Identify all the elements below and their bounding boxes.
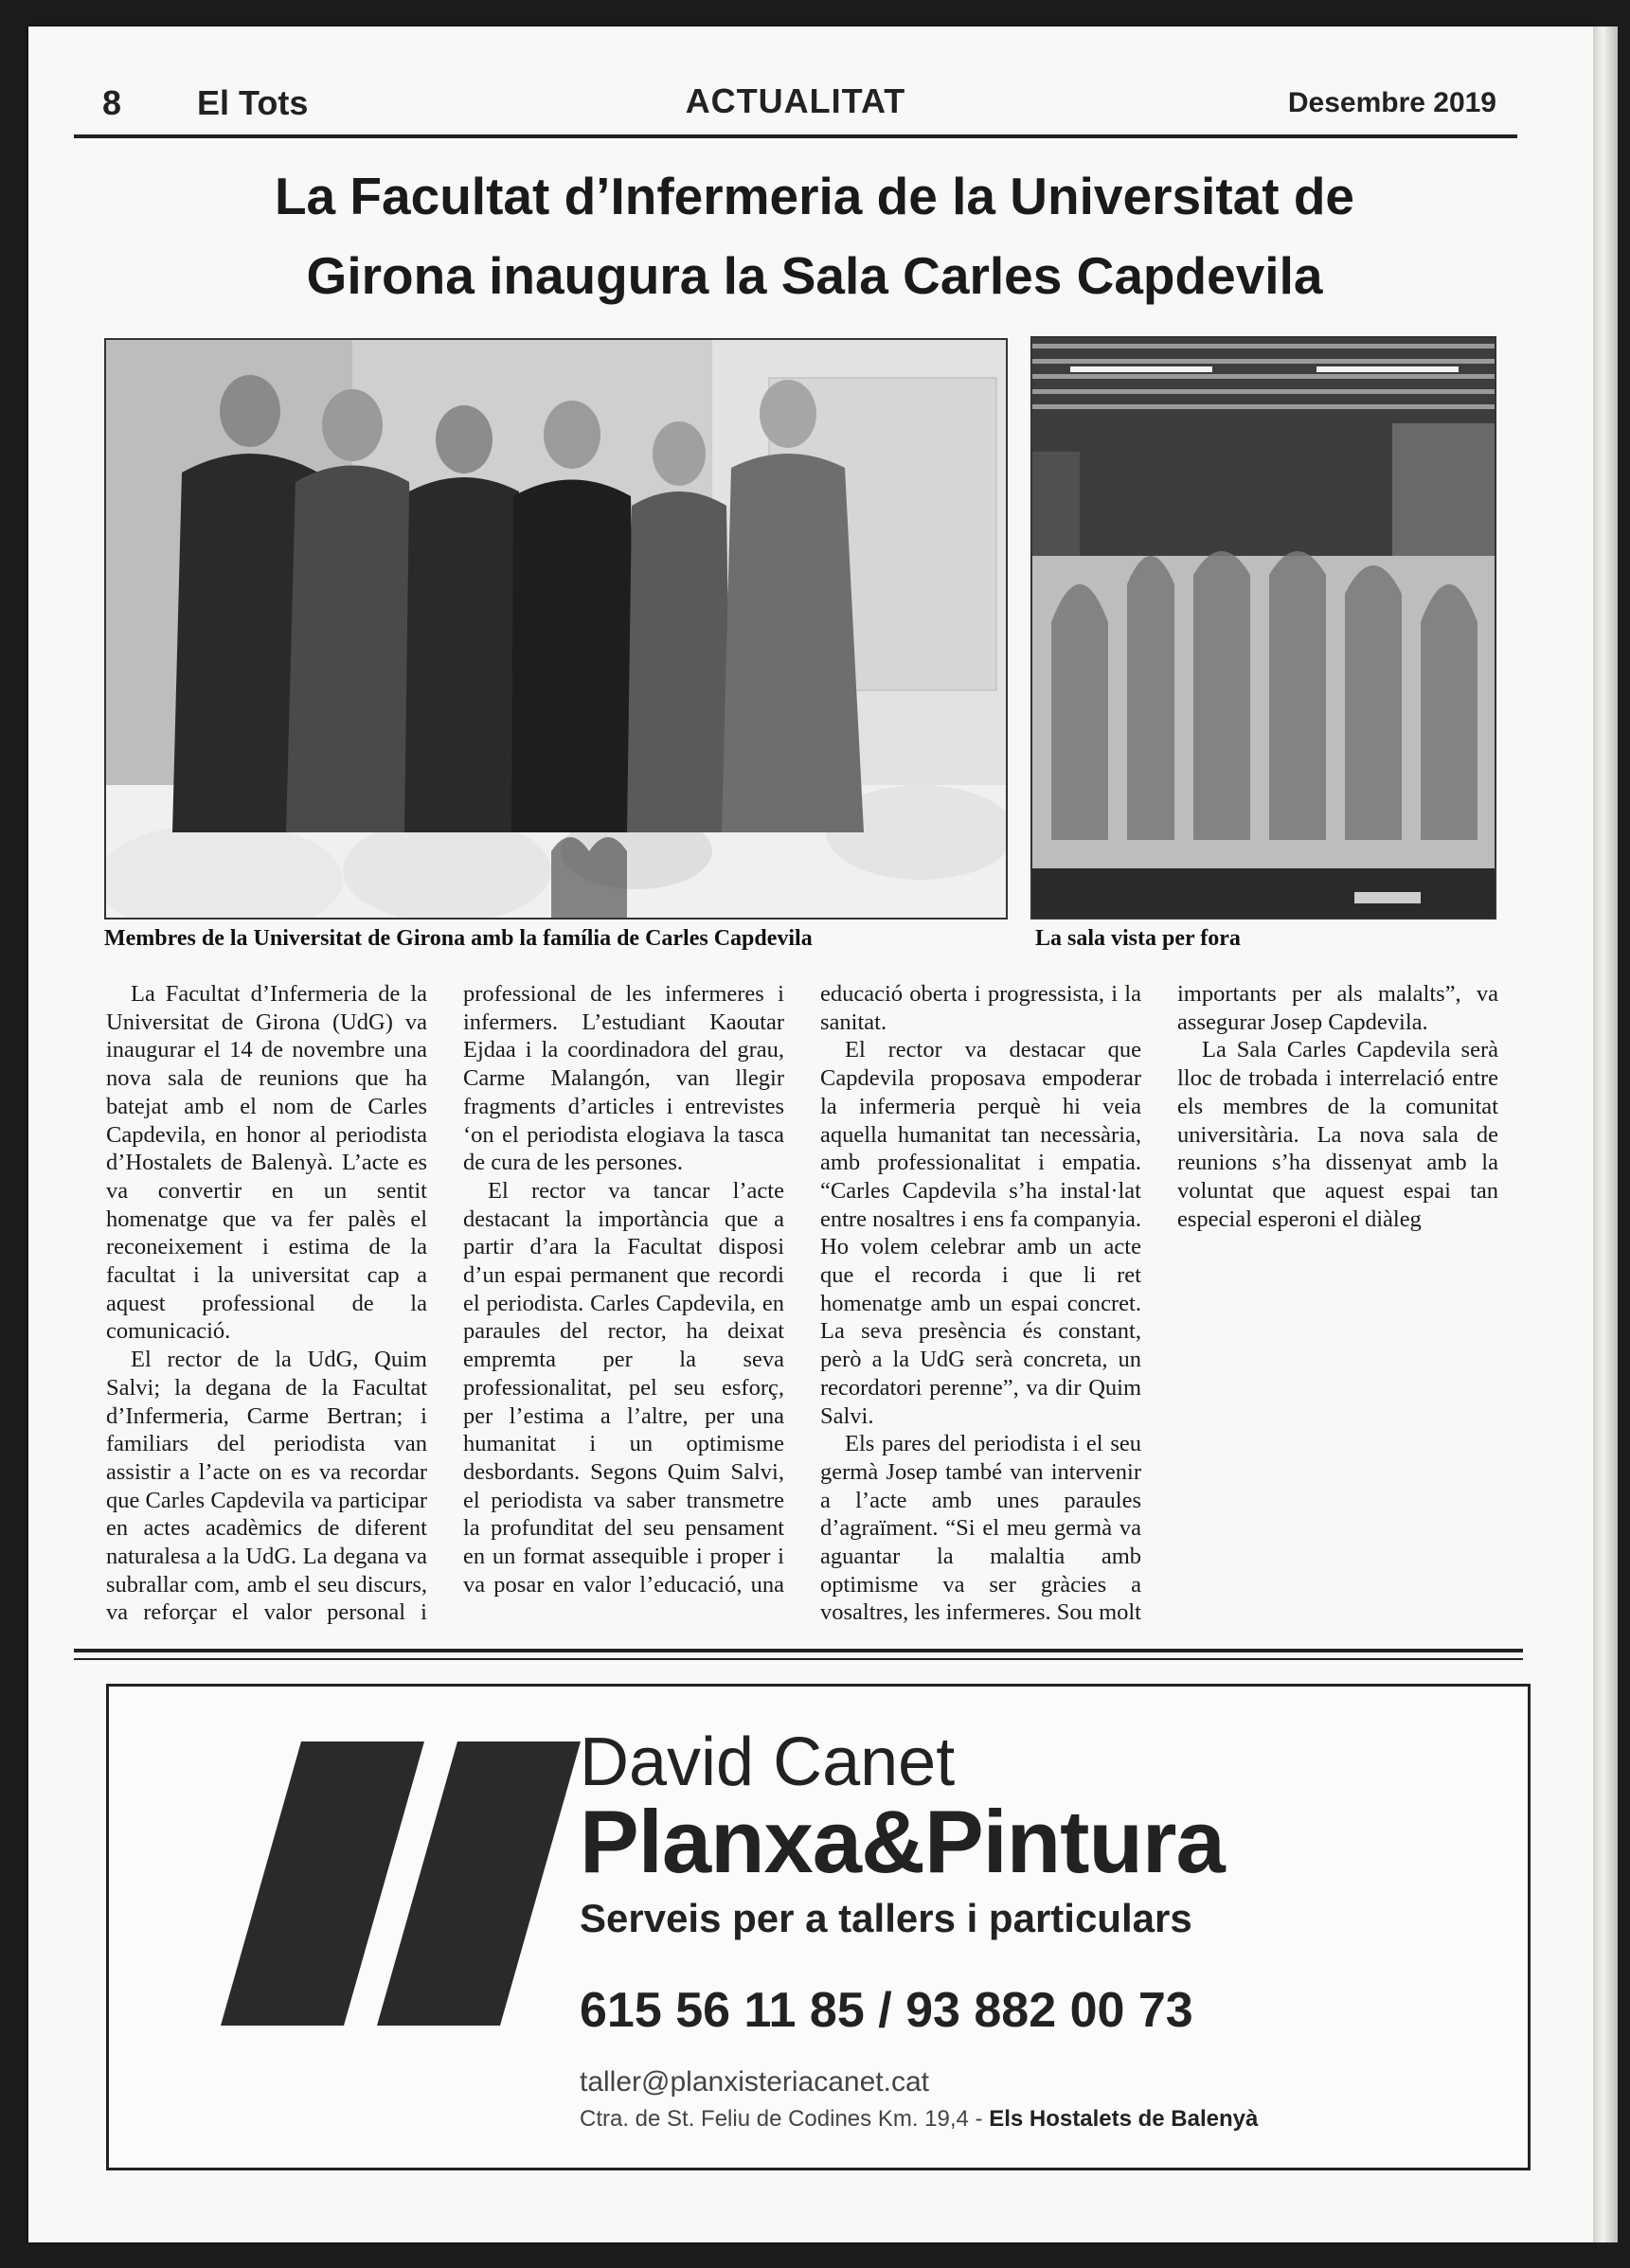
section-name: ACTUALITAT: [685, 81, 906, 120]
article-title: [133, 156, 1496, 315]
ad-street: Ctra. de St. Feliu de Codines Km. 19,4 -: [580, 2106, 990, 2132]
ad-text-block: [580, 1724, 1258, 2134]
article-paragraph: El rector de la UdG, Quim Salvi; la degana de la Facultat d’Infermeria, Carme Bertran; i familiars del periodista van assistir a l’acte on es va recordar que Carles Capdevila va participar en actes acadèmics de diferent naturalesa a la UdG. La degana va subrallar com, amb el seu discurs, va reforçar el valor personal i professional de les infermeres i infermers. L’estudiant Kaoutar Ejdaa i la coordinadora del grau, Carme Malangón, van llegir fragments d’articles i entrevistes ‘on el periodista elogiava la tasca de cura de les persones.: [106, 981, 784, 1626]
article-paragraph: Els pares del periodista i el seu germà Josep també van intervenir a l’acte amb unes paraules d’agraïment. “Si el meu germà va aguantar la malaltia amb optimisme va ser gràcies a vosaltres, les infermeres. Sou molt importants per als malalts”, va assegurar Josep Capdevila.: [820, 981, 1498, 1626]
divider-rule-thin: [74, 1658, 1523, 1660]
issue-date: Desembre 2019: [1287, 87, 1496, 118]
title-line-1: La Facultat d’Infermeria de la Universitat de: [274, 167, 1355, 225]
article-paragraph: La Facultat d’Infermeria de la Universitat de Girona (UdG) va inaugurar el 14 de novembre una nova sala de reunions que ha batejat amb el nom de Carles Capdevila, en honor al periodista d’Hostalets de Balenyà. L’acte es va convertir en un sentit homenatge que va fer palès el reconeixement i estima de la facultat i la universitat cap a aquest professional de la comunicació.: [106, 981, 427, 1345]
article-paragraph: La Sala Carles Capdevila serà lloc de trobada i interrelació entre els membres de la comunitat universitària. La nova sala de reunions s’ha dissenyat amb la voluntat que aquest espai tan especial esperoni el diàleg: [1177, 1037, 1498, 1232]
ad-phone-numbers: 615 56 11 85 / 93 882 00 73: [580, 1983, 1193, 2038]
advertisement: [106, 1684, 1531, 2170]
ad-tagline: Serveis per a tallers i particulars: [580, 1896, 1192, 1940]
room-photo-caption: La sala vista per fora: [1035, 926, 1241, 951]
ad-town: Els Hostalets de Balenyà: [989, 2106, 1259, 2132]
group-photo: [104, 338, 1008, 920]
ad-brand-name: Planxa&Pintura: [580, 1792, 1225, 1891]
page-edge: [1593, 27, 1618, 2242]
ad-address: [580, 2105, 1258, 2134]
ad-email: taller@planxisteriacanet.cat: [580, 2066, 929, 2098]
room-photo: [1030, 336, 1496, 920]
brand-logo-stripes: [221, 1741, 581, 2026]
page-header: [74, 66, 1517, 138]
article-paragraph: El rector va tancar l’acte destacant la importància que a partir d’ara la Facultat disposi d’un espai permanent que recordi el periodista. Carles Capdevila, en paraules del rector, ha deixat empremta per la seva professionalitat, pel seu esforç, per l’estima a l’altre, per una humanitat i un optimisme desbordants. Segons Quim Salvi, el periodista va saber transmetre la profunditat del seu pensament en un format assequible i proper i va posar en valor l’educació, una educació oberta i progressista, i la sanitat.: [463, 981, 1141, 1598]
group-photo-caption: Membres de la Universitat de Girona amb la família de Carles Capdevila: [104, 926, 813, 951]
article-body: [106, 980, 1498, 1643]
title-line-2: Girona inaugura la Sala Carles Capdevila: [306, 246, 1323, 305]
ad-owner-name: David Canet: [580, 1724, 956, 1800]
publication-name: El Tots: [197, 83, 309, 122]
group-photo-image: [106, 340, 1006, 918]
room-photo-image: [1032, 338, 1495, 918]
divider-rule: [74, 1649, 1523, 1652]
page-number: 8: [102, 83, 122, 122]
article-paragraph: El rector va destacar que Capdevila proposava empoderar la infermeria perquè hi veia aquella humanitat tan necessària, amb professionalitat i empatia. “Carles Capdevila s’ha instal·lat entre nosaltres i ens fa companyia. Ho volem celebrar amb un acte que el recorda i que li ret homenatge amb un espai concret. La seva presència és constant, però a la UdG serà concreta, un recordatori perenne”, va dir Quim Salvi.: [820, 1037, 1141, 1429]
